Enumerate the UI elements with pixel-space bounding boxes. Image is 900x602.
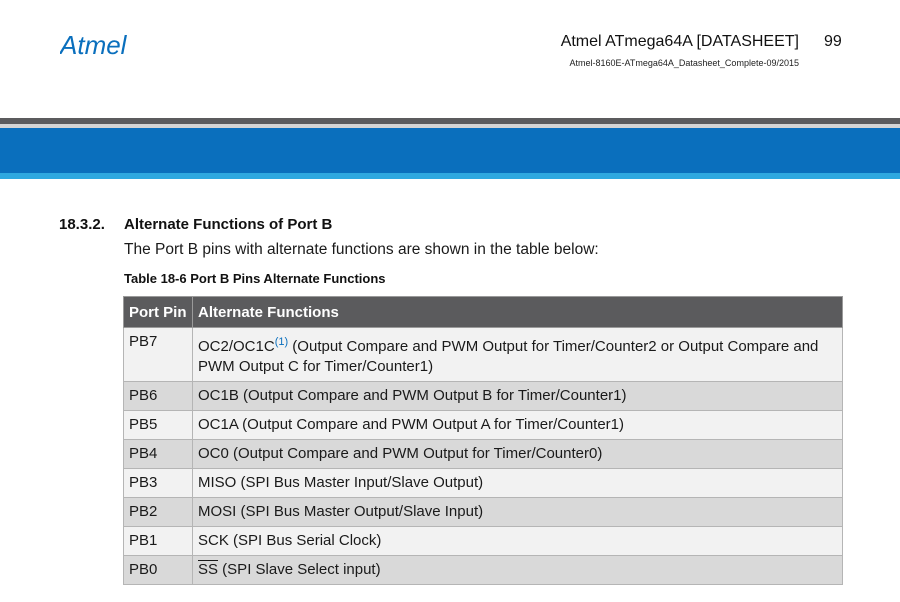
function-overline: $\overline{SS}$ bbox=[198, 561, 219, 578]
header-alternate-functions: Alternate Functions bbox=[193, 297, 843, 328]
function-text: (Output Compare and PWM Output for Timer/Counter2 or Output Compare and PWM Output C for Timer/Counter1) bbox=[198, 338, 819, 375]
pin-cell: PB6 bbox=[124, 382, 193, 411]
pin-cell: PB7 bbox=[124, 328, 193, 382]
svg-text:Atmel: Atmel bbox=[60, 30, 127, 60]
pin-cell: PB5 bbox=[124, 411, 193, 440]
table-header-row bbox=[124, 297, 843, 328]
function-prefix: OC2/OC1C bbox=[198, 338, 275, 355]
section-number: 18.3.2. bbox=[59, 216, 105, 233]
table-row bbox=[124, 411, 843, 440]
pin-cell: PB1 bbox=[124, 527, 193, 556]
port-b-table bbox=[123, 296, 843, 585]
table-caption: Table 18-6 Port B Pins Alternate Functions bbox=[124, 271, 386, 286]
function-cell: MISO (SPI Bus Master Input/Slave Output) bbox=[193, 469, 843, 498]
function-cell: OC1B (Output Compare and PWM Output B for Timer/Counter1) bbox=[193, 382, 843, 411]
table-row bbox=[124, 440, 843, 469]
atmel-logo bbox=[60, 28, 150, 62]
header-port-pin: Port Pin bbox=[124, 297, 193, 328]
table-row bbox=[124, 527, 843, 556]
function-text: (SPI Slave Select input) bbox=[218, 561, 381, 578]
table-row bbox=[124, 556, 843, 585]
document-title: Atmel ATmega64A [DATASHEET] bbox=[560, 33, 799, 50]
function-cell bbox=[193, 556, 843, 585]
function-cell: OC1A (Output Compare and PWM Output A for Timer/Counter1) bbox=[193, 411, 843, 440]
pin-cell: PB2 bbox=[124, 498, 193, 527]
table-row bbox=[124, 498, 843, 527]
section-title: Alternate Functions of Port B bbox=[124, 216, 333, 233]
table-row bbox=[124, 469, 843, 498]
table-row bbox=[124, 328, 843, 382]
function-cell: SCK (SPI Bus Serial Clock) bbox=[193, 527, 843, 556]
page-number: 99 bbox=[824, 33, 842, 50]
header-band-blue bbox=[0, 128, 900, 173]
footnote-ref[interactable]: (1) bbox=[274, 336, 289, 348]
document-id: Atmel-8160E-ATmega64A_Datasheet_Complete-09/2015 bbox=[569, 58, 799, 68]
function-cell: OC0 (Output Compare and PWM Output for Timer/Counter0) bbox=[193, 440, 843, 469]
table-row bbox=[124, 382, 843, 411]
pin-cell: PB3 bbox=[124, 469, 193, 498]
function-cell bbox=[193, 328, 843, 382]
pin-cell: PB4 bbox=[124, 440, 193, 469]
function-cell: MOSI (SPI Bus Master Output/Slave Input) bbox=[193, 498, 843, 527]
section-intro: The Port B pins with alternate functions are shown in the table below: bbox=[124, 241, 599, 258]
pin-cell: PB0 bbox=[124, 556, 193, 585]
header-band-light-blue bbox=[0, 173, 900, 179]
